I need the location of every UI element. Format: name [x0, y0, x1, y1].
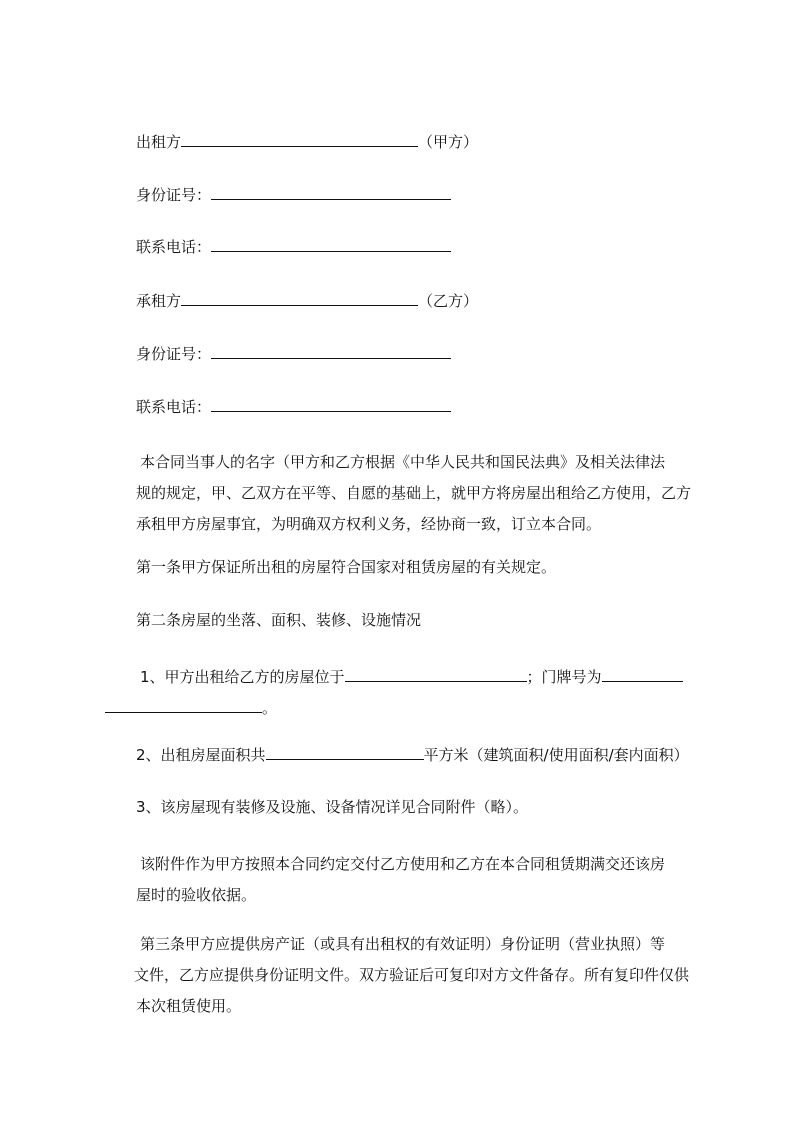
- location-blank: [345, 666, 527, 682]
- item-2-prefix: 2、出租房屋面积共: [136, 746, 266, 764]
- article-3-line-1: 第三条甲方应提供房产证（或具有出租权的有效证明）身份证明（营业执照）等: [140, 935, 666, 953]
- lessor-line: [136, 131, 478, 152]
- lessee-phone-line: [136, 396, 451, 417]
- lessor-suffix: （甲方）: [418, 133, 479, 151]
- lessor-id-label: 身份证号：: [136, 186, 212, 204]
- lessor-id-line: [136, 184, 451, 205]
- lessee-line: [136, 290, 478, 311]
- article-3-line-3: 本次租赁使用。: [136, 997, 242, 1015]
- lessor-name-blank: [181, 131, 418, 147]
- lessee-name-blank: [181, 290, 418, 306]
- lessee-phone-blank: [211, 396, 451, 412]
- item-1-end: 。: [262, 699, 278, 717]
- intro-paragraph: [136, 447, 716, 540]
- lessee-phone-label: 联系电话：: [136, 398, 212, 416]
- lessee-id-line: [136, 343, 451, 364]
- article-1: 第一条甲方保证所出租的房屋符合国家对租赁房屋的有关规定。: [136, 558, 557, 576]
- lessee-id-blank: [211, 343, 451, 359]
- article-3: [136, 929, 716, 1022]
- lessee-label: 承租方: [136, 292, 182, 310]
- lessor-phone-line: [136, 236, 451, 257]
- lessee-id-label: 身份证号：: [136, 345, 212, 363]
- lessee-suffix: （乙方）: [418, 292, 479, 310]
- article-2-item-2: [136, 744, 689, 765]
- article-2-title: 第二条房屋的坐落、面积、装修、设施情况: [136, 611, 422, 629]
- area-blank: [266, 744, 424, 760]
- item-1-mid: ；门牌号为: [526, 668, 602, 686]
- note-line-2: 屋时的验收依据。: [136, 886, 257, 904]
- door-number-blank-1: [602, 666, 683, 682]
- note-line-1: 该附件作为甲方按照本合同约定交付乙方使用和乙方在本合同租赁期满交还该房: [140, 855, 666, 873]
- lessor-phone-label: 联系电话：: [136, 238, 212, 256]
- article-2-item-1: [136, 662, 716, 724]
- lessor-label: 出租方: [136, 133, 182, 151]
- intro-line-3: 承租甲方房屋事宜，为明确双方权利义务，经协商一致，订立本合同。: [136, 515, 602, 533]
- door-number-blank-2: [105, 697, 262, 713]
- item-1-prefix: 1、甲方出租给乙方的房屋位于: [140, 668, 345, 686]
- intro-line-1: 本合同当事人的名字（甲方和乙方根据《中华人民共和国民法典》及相关法律法: [140, 453, 666, 471]
- intro-line-2: 规的规定，甲、乙双方在平等、自愿的基础上，就甲方将房屋出租给乙方使用，乙方: [136, 484, 692, 502]
- article-2-note: [136, 849, 716, 911]
- article-2-item-3: 3、该房屋现有装修及设施、设备情况详见合同附件（略）。: [136, 798, 529, 816]
- lessor-id-blank: [211, 184, 451, 200]
- article-3-line-2: 文件，乙方应提供身份证明文件。双方验证后可复印对方文件备存。所有复印件仅供: [134, 966, 690, 984]
- item-2-suffix: 平方米（建筑面积/使用面积/套内面积）: [423, 746, 689, 764]
- lessor-phone-blank: [211, 236, 451, 252]
